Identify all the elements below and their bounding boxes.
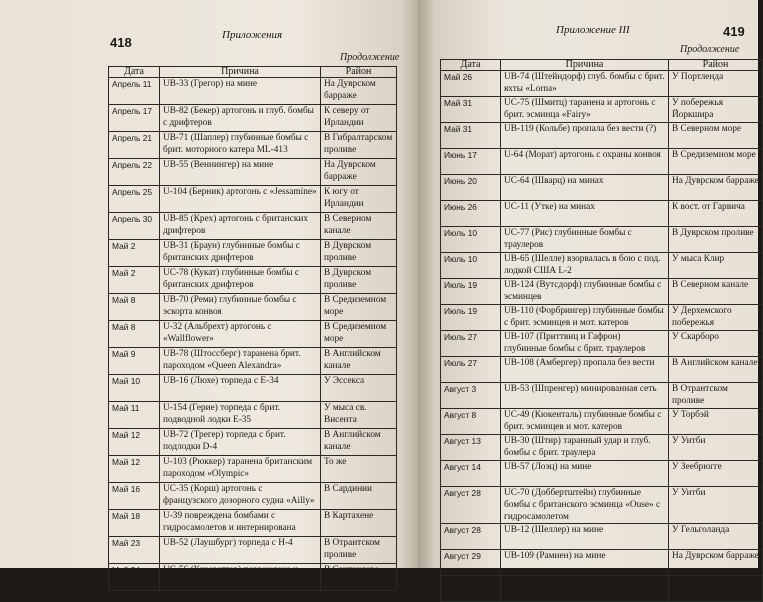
date-cell: Май 10 <box>109 375 160 402</box>
area-cell: На Дуврском барраже <box>669 550 763 576</box>
cause-cell: U-154 (Герие) торпеда с брит. подводной лодки E-35 <box>160 402 321 429</box>
date-cell: Июль 19 <box>441 305 501 331</box>
area-cell: У Уитби <box>669 435 763 461</box>
cause-cell: UB-65 (Шелле) взорвалась в бою с под. лодкой США L-2 <box>501 253 669 279</box>
table-row <box>441 383 763 409</box>
cause-cell: UB-72 (Трегер) торпеда с брит. подлодки D-4 <box>160 429 321 456</box>
date-cell: Апрель 11 <box>109 78 160 105</box>
date-cell: Август 14 <box>441 461 501 487</box>
cause-cell: U-39 повреждена бомбами с гидросамолетов и интернирована <box>160 510 321 537</box>
area-cell: К вост. от Гарвича <box>669 201 763 227</box>
cause-cell: UB-52 (Лаушбург) торпеда с H-4 <box>160 537 321 564</box>
cause-cell: U-104 (Берник) артогонь с «Jessamine» <box>160 186 321 213</box>
cause-cell: UB-82 (Бекер) артогонь и глуб. бомбы с дрифтеров <box>160 105 321 132</box>
table-row <box>441 123 763 149</box>
area-cell: У мыса Клир <box>669 253 763 279</box>
area-cell: К северу от Ирландии <box>321 105 397 132</box>
area-cell: В Северном канале <box>321 213 397 240</box>
page-number: 419 <box>723 24 745 39</box>
date-cell: Июнь 17 <box>441 149 501 175</box>
area-cell: У Зеебрюгге <box>669 461 763 487</box>
table-row <box>441 550 763 576</box>
cause-cell: UC-11 (Утке) на минах <box>501 201 669 227</box>
date-cell: Апрель 30 <box>109 213 160 240</box>
table-row <box>109 213 397 240</box>
area-cell: У Гельголанда <box>669 524 763 550</box>
running-title: Приложения <box>222 29 283 41</box>
table-row <box>441 149 763 175</box>
date-cell: Август 3 <box>441 383 501 409</box>
table-row <box>441 253 763 279</box>
cause-cell: UB-57 (Лоэц) на мине <box>501 461 669 487</box>
table-row <box>109 105 397 132</box>
date-cell: Июль 27 <box>441 357 501 383</box>
date-cell: Май 18 <box>109 510 160 537</box>
date-cell: Август 28 <box>441 487 501 524</box>
date-cell: Июнь 20 <box>441 175 501 201</box>
area-cell: В Отрантском проливе <box>669 383 763 409</box>
area-cell: В Сантандере <box>321 564 397 591</box>
cause-cell: UC-64 (Шварц) на минах <box>501 175 669 201</box>
area-cell: В Дуврском проливе <box>321 240 397 267</box>
area-cell: На Северном заграждении <box>669 576 763 602</box>
table-row <box>109 375 397 402</box>
area-cell: У Скарборо <box>669 331 763 357</box>
table-row <box>441 227 763 253</box>
area-cell: У Уитби <box>669 487 763 524</box>
date-cell: Август 13 <box>441 435 501 461</box>
area-cell: На Дуврском барраже <box>321 159 397 186</box>
area-cell: На Дуврском барраже <box>321 78 397 105</box>
date-cell: Август 8 <box>441 409 501 435</box>
date-cell: Июль 19 <box>441 279 501 305</box>
cause-cell: UC-77 (Рис) глубинные бомбы с траулеров <box>501 227 669 253</box>
table-row <box>109 537 397 564</box>
area-cell: В Английском канале <box>321 429 397 456</box>
date-cell: Июнь 26 <box>441 201 501 227</box>
date-cell: Май 11 <box>109 402 160 429</box>
table-row <box>109 267 397 294</box>
table-row <box>109 429 397 456</box>
cause-cell: UC-78 (Кукат) глубинные бомбы с британских дрифтеров <box>160 267 321 294</box>
area-cell: В Гибралтарском проливе <box>321 132 397 159</box>
area-cell: В Дуврском проливе <box>321 267 397 294</box>
table-row <box>109 186 397 213</box>
cause-cell: UB-74 (Штейндорф) глуб. бомбы с брит. яхты «Lorna» <box>501 71 669 97</box>
cause-cell: UB-85 (Крех) артогонь с британских дрифтеров <box>160 213 321 240</box>
area-cell: В Дуврском проливе <box>669 227 763 253</box>
table-row <box>109 78 397 105</box>
date-cell: Июль 10 <box>441 227 501 253</box>
date-cell: Май 8 <box>109 321 160 348</box>
table-row <box>109 159 397 186</box>
table-row <box>109 321 397 348</box>
area-cell: В Английском канале <box>669 357 763 383</box>
table-row <box>109 483 397 510</box>
area-cell: У мыса св. Висента <box>321 402 397 429</box>
area-cell: У Торбэй <box>669 409 763 435</box>
cause-cell: UC-49 (Кюкенталь) глубинные бомбы с брит. эсминцев и мот. катеров <box>501 409 669 435</box>
date-cell: Май 2 <box>109 240 160 267</box>
cause-cell: U-92 (Эрлих) на мине <box>501 576 669 602</box>
date-cell: Май 9 <box>109 348 160 375</box>
cause-cell: UB-108 (Амбергер) пропала без вести <box>501 357 669 383</box>
header-date: Дата <box>109 67 160 78</box>
area-cell: В Картахене <box>321 510 397 537</box>
running-title: Приложение III <box>556 24 630 36</box>
right-table <box>440 59 763 602</box>
header-area: Район <box>669 60 763 71</box>
date-cell: Май 24 <box>109 564 160 591</box>
header-cause: Причина <box>160 67 321 78</box>
continuation-label: Продолжение <box>340 52 400 63</box>
table-row <box>109 294 397 321</box>
date-cell: Сентябрь 9 <box>441 576 501 602</box>
date-cell: Май 23 <box>109 537 160 564</box>
date-cell: Август 29 <box>441 550 501 576</box>
cause-cell: UB-31 (Браун) глубинные бомбы с британских дрифтеров <box>160 240 321 267</box>
cause-cell: UB-107 (Приттвиц и Гафрон) глубинные бомбы с брит. траулеров <box>501 331 669 357</box>
right-page <box>418 0 759 599</box>
cause-cell: UC-70 (Доббертштейн) глубинные бомбы с британского эсминца «Ouse» с гидросамолетом <box>501 487 669 524</box>
date-cell: Май 12 <box>109 429 160 456</box>
table-row <box>109 132 397 159</box>
cause-cell: UC-56 (Кизеветтер) повреждена и интернирована <box>160 564 321 591</box>
cause-cell: UB-70 (Реми) глубинные бомбы с эскорта конвоя <box>160 294 321 321</box>
date-cell: Июль 27 <box>441 331 501 357</box>
cause-cell: U-103 (Рюккер) таранена британским пароходом «Olympic» <box>160 456 321 483</box>
cause-cell: UC-75 (Шмитц) таранена и артогонь с брит. эсминца «Fairy» <box>501 97 669 123</box>
table-row <box>441 71 763 97</box>
cause-cell: U-32 (Альбрехт) артогонь с «Wallflower» <box>160 321 321 348</box>
area-cell: К югу от Ирландии <box>321 186 397 213</box>
area-cell: У побережья Йоркшира <box>669 97 763 123</box>
date-cell: Апрель 22 <box>109 159 160 186</box>
header-date: Дата <box>441 60 501 71</box>
table-row <box>441 487 763 524</box>
cause-cell: U-64 (Морат) артогонь с охраны конвоя <box>501 149 669 175</box>
cause-cell: UB-16 (Люхе) торпеда с E-34 <box>160 375 321 402</box>
table-row <box>441 435 763 461</box>
continuation-label: Продолжение <box>680 44 740 55</box>
table-row <box>441 357 763 383</box>
date-cell: Май 26 <box>441 71 501 97</box>
table-row <box>109 564 397 591</box>
area-cell: В Средиземном море <box>321 294 397 321</box>
cause-cell: UB-109 (Рамиен) на мине <box>501 550 669 576</box>
table-row <box>441 409 763 435</box>
table-row <box>441 576 763 602</box>
table-row <box>441 97 763 123</box>
table-row <box>109 402 397 429</box>
area-cell: В Сардинии <box>321 483 397 510</box>
table-row <box>109 456 397 483</box>
cause-cell: UB-110 (Форбрингер) глубинные бомбы с брит. эсминцев и мот. катеров <box>501 305 669 331</box>
area-cell: У Портленда <box>669 71 763 97</box>
cause-cell: UB-78 (Штоссберг) таранена брит. пароходом «Queen Alexandra» <box>160 348 321 375</box>
date-cell: Май 2 <box>109 267 160 294</box>
date-cell: Июль 10 <box>441 253 501 279</box>
date-cell: Май 8 <box>109 294 160 321</box>
area-cell: В Средиземном море <box>669 149 763 175</box>
area-cell: У Эссекса <box>321 375 397 402</box>
table-row <box>441 524 763 550</box>
table-row <box>441 331 763 357</box>
area-cell: В Северном канале <box>669 279 763 305</box>
table-row <box>441 201 763 227</box>
area-cell: На Дуврском барраже <box>669 175 763 201</box>
header-cause: Причина <box>501 60 669 71</box>
date-cell: Апрель 21 <box>109 132 160 159</box>
cause-cell: UB-12 (Шеллер) на мине <box>501 524 669 550</box>
date-cell: Апрель 25 <box>109 186 160 213</box>
date-cell: Май 31 <box>441 123 501 149</box>
date-cell: Май 16 <box>109 483 160 510</box>
area-cell: В Средиземном море <box>321 321 397 348</box>
table-row <box>441 175 763 201</box>
left-table <box>108 66 397 591</box>
table-row <box>441 461 763 487</box>
table-row <box>109 348 397 375</box>
area-cell: То же <box>321 456 397 483</box>
cause-cell: UB-53 (Шпренгер) минированная сеть <box>501 383 669 409</box>
cause-cell: UB-30 (Штир) таранный удар и глуб. бомбы с брит. траулера <box>501 435 669 461</box>
date-cell: Май 12 <box>109 456 160 483</box>
cause-cell: UB-119 (Кольбе) пропала без вести (?) <box>501 123 669 149</box>
table-row <box>109 510 397 537</box>
page-number: 418 <box>110 35 132 50</box>
date-cell: Август 28 <box>441 524 501 550</box>
cause-cell: UB-33 (Грегор) на мине <box>160 78 321 105</box>
table-row <box>441 305 763 331</box>
date-cell: Май 31 <box>441 97 501 123</box>
cause-cell: UB-71 (Шаплер) глубинные бомбы с брит. моторного катера ML-413 <box>160 132 321 159</box>
header-area: Район <box>321 67 397 78</box>
table-row <box>441 279 763 305</box>
cause-cell: UB-124 (Вутсдорф) глубинные бомбы с эсминцев <box>501 279 669 305</box>
area-cell: В Английском канале <box>321 348 397 375</box>
area-cell: В Северном море <box>669 123 763 149</box>
table-row <box>109 240 397 267</box>
area-cell: У Дерхемского побережья <box>669 305 763 331</box>
date-cell: Апрель 17 <box>109 105 160 132</box>
cause-cell: UB-55 (Веннингер) на мине <box>160 159 321 186</box>
area-cell: В Отрантском проливе <box>321 537 397 564</box>
cause-cell: UC-35 (Корш) артогонь с французского дозорного судна «Ailly» <box>160 483 321 510</box>
